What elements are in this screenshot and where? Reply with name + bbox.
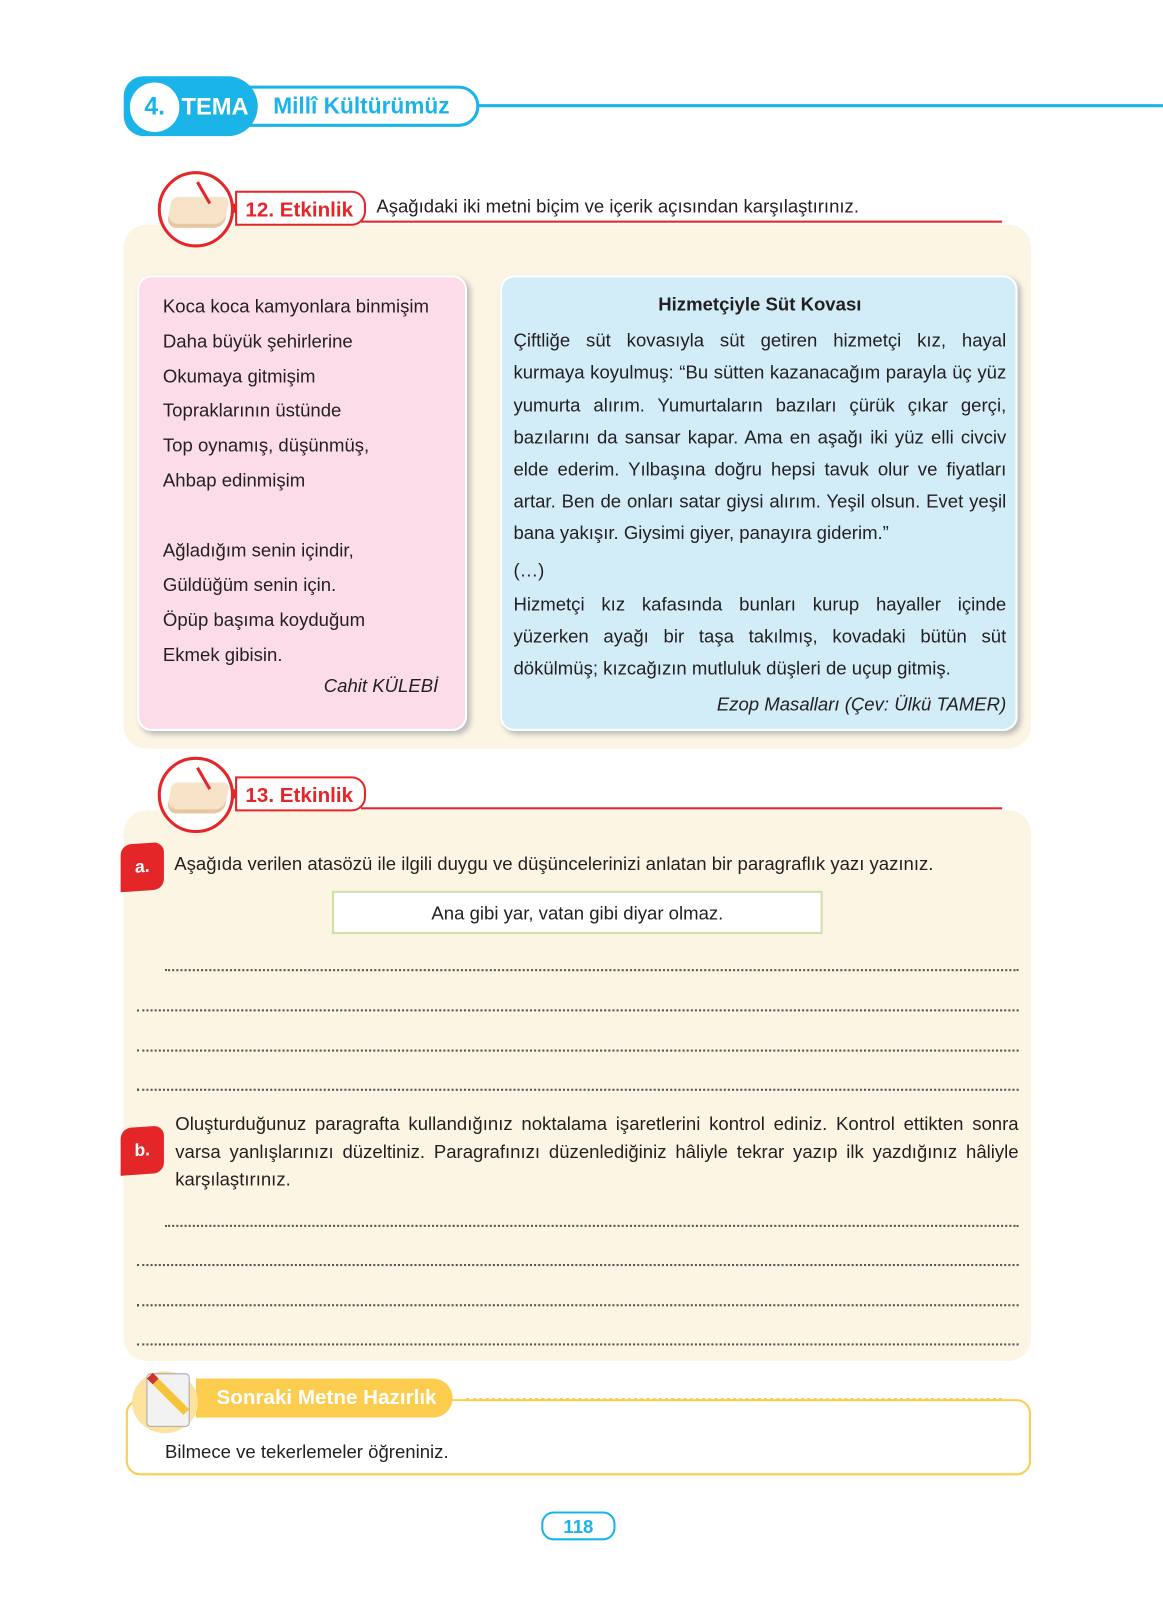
poem (163, 290, 429, 673)
proverb-box: Ana gibi yar, vatan gibi diyar olmaz. (332, 891, 823, 934)
writing-line[interactable] (137, 1089, 1019, 1091)
next-text-label: Sonraki Metne Hazırlık (196, 1378, 453, 1417)
story-paragraph: Hizmetçi kız kafasında bunları kurup hayaller içinde yüzerken ayağı bir taşa takılmış, kovadaki bütün süt dökülmüş; kızcağızın mutluluk düşleri de uçup gitmiş. (513, 593, 1007, 679)
writing-line[interactable] (137, 1050, 1019, 1052)
poem-line: Ahbap edinmişim (162, 470, 306, 491)
writing-line[interactable] (137, 1343, 1019, 1345)
next-text-instruction: Bilmece ve tekerlemeler öğreniniz. (164, 1441, 449, 1462)
writing-line[interactable] (137, 1304, 1019, 1306)
pencil-paper-icon (132, 1371, 198, 1433)
activity-13-rule (361, 807, 1002, 809)
poem-author: Cahit KÜLEBİ (323, 675, 439, 696)
poem-line: Ekmek gibisin. (162, 644, 283, 665)
poem-line: Topraklarının üstünde (162, 400, 342, 422)
item-b-badge: b. (121, 1125, 164, 1175)
open-book-icon (158, 171, 234, 247)
writing-line[interactable] (165, 1225, 1019, 1227)
story-title: Hizmetçiyle Süt Kovası (658, 293, 862, 315)
page-number: 118 (541, 1511, 615, 1540)
poem-line: Top oynamış, düşünmüş, (162, 435, 370, 456)
story-source: Ezop Masalları (Çev: Ülkü TAMER) (716, 694, 1007, 715)
poem-line: Daha büyük şehirlerine (162, 330, 353, 352)
writing-line[interactable] (137, 1264, 1019, 1266)
theme-word: TEMA (181, 92, 249, 120)
theme-number: 4. (130, 82, 179, 131)
writing-line[interactable] (165, 969, 1019, 971)
poem-line (163, 499, 429, 534)
item-a-badge: a. (121, 842, 164, 892)
poem-line: Koca koca kamyonlara binmişim (162, 295, 430, 317)
story-paragraph: Çiftliğe süt kovasıyla süt getiren hizmetçi kız, hayal kurmaya koyulmuş: “Bu sütten kazanacağım parayla üç yüz yumurta alırım. Yumurtaların bazıları çürük çıkar gerçi, bazılarını da sansar kapar. Ama en aşağı iki yüz elli civciv elde ederim. Yılbaşına doğru hepsi tavuk olur ve fiyatları artar. Ben de onları satar giysi alırım. Yeşil olsun. Evet yeşil bana yakışır. Giysimi giyer, panayıra giderim.” (513, 330, 1007, 544)
activity-12-rule (361, 221, 1002, 223)
theme-title: Millî Kültürümüz (273, 92, 450, 119)
item-a-instruction: Aşağıda verilen atasözü ile ilgili duygu ve düşüncelerinizi anlatan bir paragraflık yazı yazınız. (174, 853, 934, 875)
activity-12-label: 12. Etkinlik (235, 191, 365, 226)
story (513, 289, 1006, 722)
activity-13-label: 13. Etkinlik (235, 776, 365, 811)
poem-line: Öpüp başıma koyduğum (162, 609, 366, 631)
story-ellipsis: (…) (513, 559, 545, 581)
next-text-dotted-rule (466, 1398, 1002, 1401)
header-rule (474, 104, 1163, 107)
writing-line[interactable] (137, 1009, 1019, 1011)
item-b-instruction: Oluşturduğunuz paragrafta kullandığınız noktalama işaretlerini kontrol ediniz. Kontrol ettikten sonra varsa yanlışlarınızı düzeltiniz. Paragrafınızı düzenlediğiniz hâliyle tekrar yazıp ilk yazdığınız hâliyle karşılaştırınız. (175, 1113, 1019, 1190)
poem-line: Okumaya gitmişim (162, 365, 316, 387)
poem-line: Ağladığım senin içindir, (162, 539, 354, 561)
activity-12-instruction: Aşağıdaki iki metni biçim ve içerik açısından karşılaştırınız. (376, 195, 860, 217)
open-book-icon (158, 757, 234, 833)
poem-line: Güldüğüm senin için. (162, 574, 337, 596)
